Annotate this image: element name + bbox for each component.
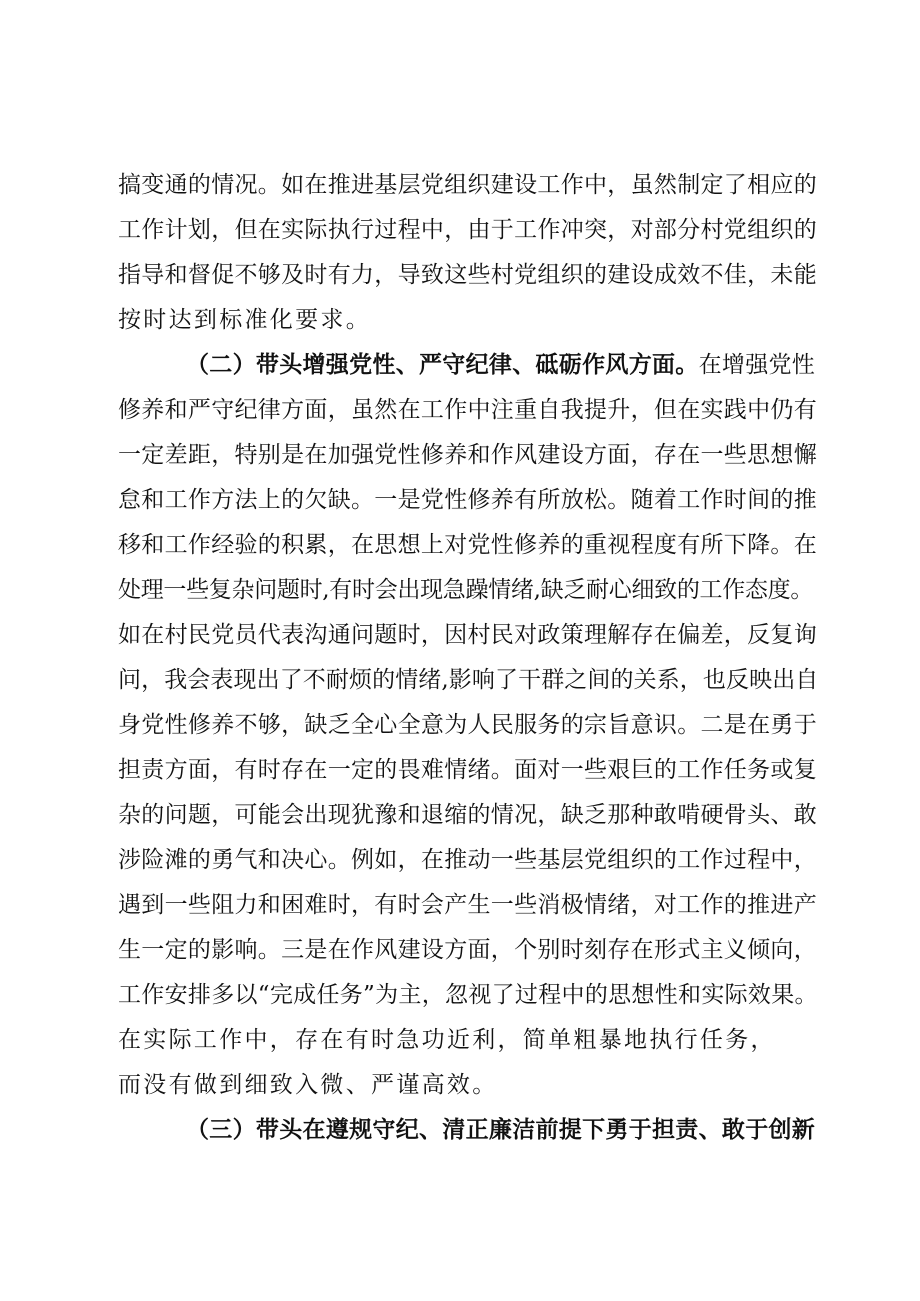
paragraph-line: 按时达到标准化要求。	[118, 307, 371, 333]
section-heading: （二）带头增强党性、严守纪律、砥砺作风方面。	[186, 352, 699, 378]
paragraph-line: 工作计划，但在实际执行过程中，由于工作冲突，对部分村党组织的	[118, 217, 817, 243]
section-heading: （三）带头在遵规守纪、清正廉洁前提下勇于担责、敢于创新	[186, 1117, 816, 1143]
paragraph-line: 如在村民党员代表沟通问题时，因村民对政策理解存在偏差，反复询	[118, 622, 817, 648]
paragraph-line: 生一定的影响。三是在作风建设方面，个别时刻存在形式主义倾向，	[118, 937, 817, 963]
paragraph-line: 怠和工作方法上的欠缺。一是党性修养有所放松。随着工作时间的推	[118, 487, 817, 513]
paragraph-text: 在增强党性	[698, 352, 816, 378]
paragraph-line: 遇到一些阻力和困难时，有时会产生一些消极情绪，对工作的推进产	[118, 892, 817, 918]
paragraph-line: 在实际工作中，存在有时急功近利，简单粗暴地执行任务，	[118, 1027, 776, 1053]
paragraph-line: 修养和严守纪律方面，虽然在工作中注重自我提升，但在实践中仍有	[118, 397, 817, 423]
paragraph-line: 问，我会表现出了不耐烦的情绪,影响了干群之间的关系，也反映出自	[118, 667, 819, 693]
paragraph-line: 搞变通的情况。如在推进基层党组织建设工作中，虽然制定了相应的	[118, 172, 817, 198]
paragraph-line: 处理一些复杂问题时,有时会出现急躁情绪,缺乏耐心细致的工作态度。	[118, 577, 814, 603]
paragraph-line: 一定差距，特别是在加强党性修养和作风建设方面，存在一些思想懈	[118, 442, 817, 468]
paragraph-line: 身党性修养不够，缺乏全心全意为人民服务的宗旨意识。二是在勇于	[118, 712, 817, 738]
section-heading-line	[186, 350, 815, 380]
paragraph-line: 移和工作经验的积累，在思想上对党性修养的重视程度有所下降。在	[118, 532, 817, 558]
paragraph-line: 工作安排多以“完成任务”为主，忽视了过程中的思想性和实际效果。	[118, 982, 818, 1008]
paragraph-line: 杂的问题，可能会出现犹豫和退缩的情况，缺乏那种敢啃硬骨头、敢	[118, 802, 817, 828]
paragraph-line: 而没有做到细致入微、严谨高效。	[118, 1072, 498, 1098]
paragraph-line: 指导和督促不够及时有力，导致这些村党组织的建设成效不佳，未能	[118, 262, 817, 288]
paragraph-line: 涉险滩的勇气和决心。例如，在推动一些基层党组织的工作过程中，	[118, 847, 817, 873]
paragraph-line: 担责方面，有时存在一定的畏难情绪。面对一些艰巨的工作任务或复	[118, 757, 817, 783]
